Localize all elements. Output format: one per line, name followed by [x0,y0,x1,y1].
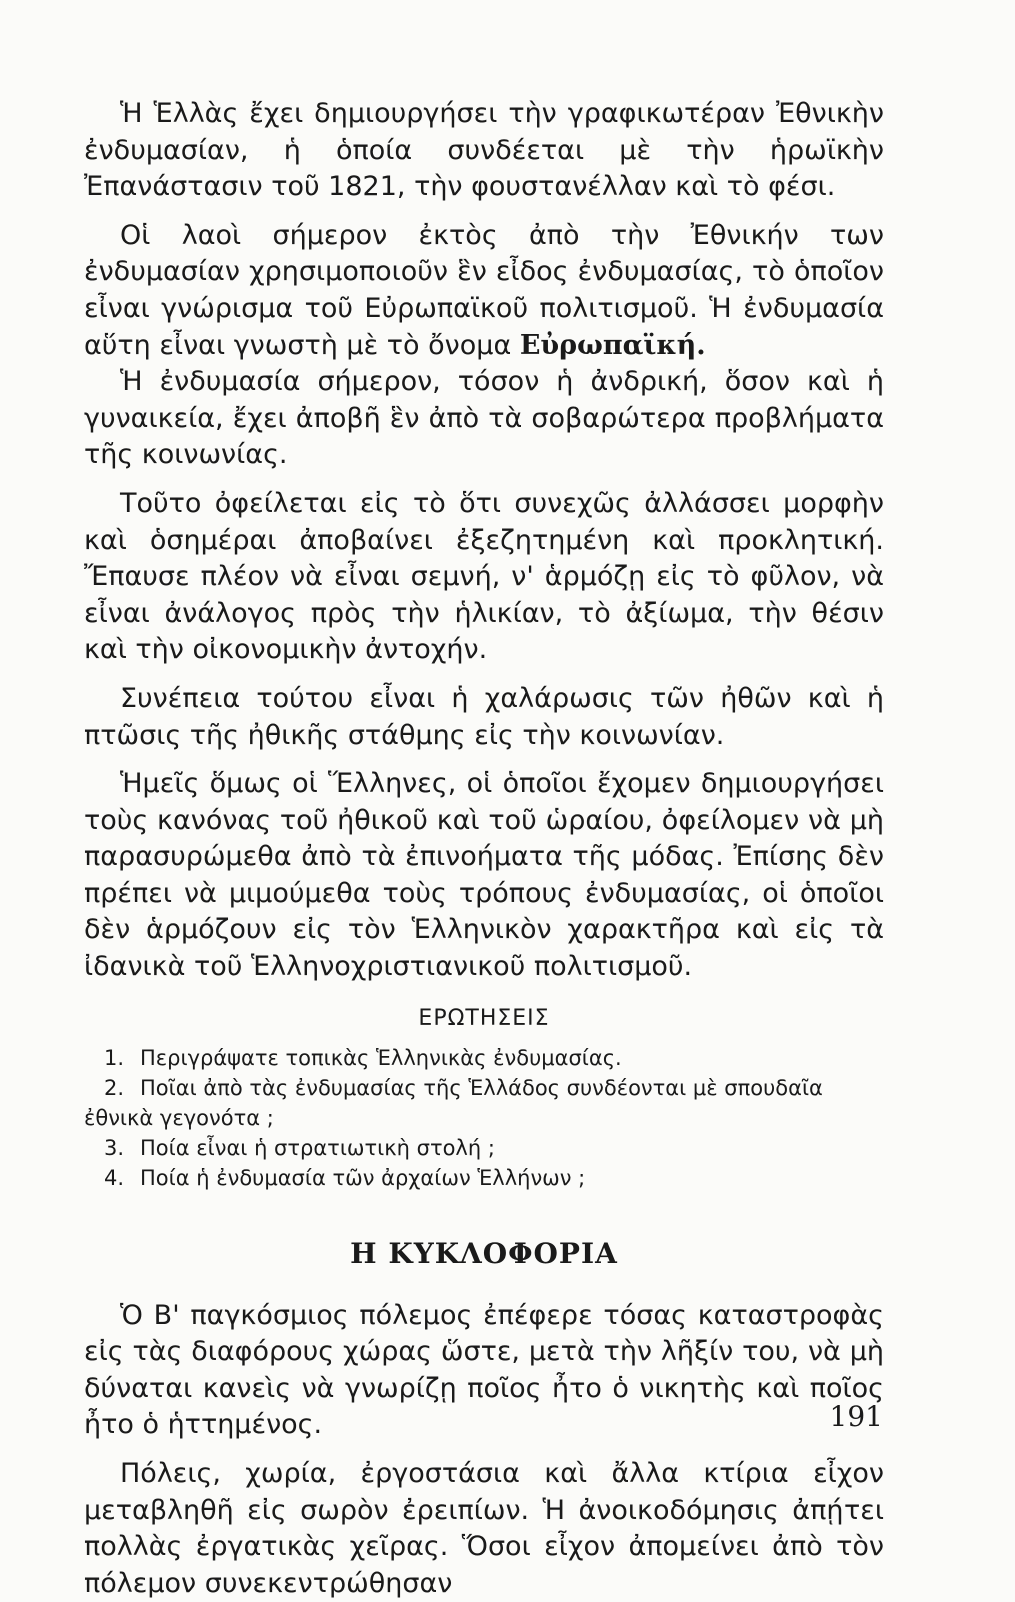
page-number: 191 [829,1400,883,1433]
paragraph-european-costume [84,218,884,364]
question-text: Ποῖαι ἀπὸ τὰς ἐνδυμασίας τῆς Ἑλλάδος συνδέονται μὲ σπουδαῖα ἐθνικὰ γεγονότα ; [84,1075,823,1130]
question-number: 1. [104,1045,125,1070]
section-title: Η ΚΥΚΛΟΦΟΡΙΑ [350,1236,618,1270]
question-number: 4. [104,1165,125,1190]
question-number: 3. [104,1135,125,1160]
question-number: 2. [104,1075,125,1100]
question-text: Ποία ἡ ἐνδυμασία τῶν ἀρχαίων Ἑλλήνων ; [140,1165,586,1190]
paragraph-changing-form: Τοῦτο ὀφείλεται εἰς τὸ ὅτι συνεχῶς ἀλλάσσει μορφὴν καὶ ὁσημέραι ἀποβαίνει ἐξεζητημένη καὶ προκλητική. Ἔπαυσε πλέον νὰ εἶναι σεμνή, ν' ἁρμόζῃ εἰς τὸ φῦλον, νὰ εἶναι ἀνάλογος πρὸς τὴν ἡλικίαν, τὸ ἀξίωμα, τὴν θέσιν καὶ τὴν οἰκονομικὴν ἀντοχήν. [84,487,884,666]
question-text: Περιγράψατε τοπικὰς Ἑλληνικὰς ἐνδυμασίας. [140,1045,622,1070]
question-text: Ποία εἶναι ἡ στρατιωτικὴ στολή ; [140,1135,495,1160]
paragraph-consequence: Συνέπεια τούτου εἶναι ἡ χαλάρωσις τῶν ἠθῶν καὶ ἡ πτῶσις τῆς ἠθικῆς στάθμης εἰς τὴν κοινωνίαν. [84,682,884,751]
questions-list [84,1043,884,1193]
paragraph-national-costume: Ἡ Ἑλλὰς ἔχει δημιουργήσει τὴν γραφικωτέραν Ἐθνικὴν ἐνδυμασίαν, ἡ ὁποία συνδέεται μὲ τὴν ἡρωϊκὴν Ἐπανάστασιν τοῦ 1821, τὴν φουστανέλλαν καὶ τὸ φέσι. [84,98,884,203]
page-body [84,96,884,1602]
question-item [84,1163,884,1193]
paragraph-costume-problem: Ἡ ἐνδυμασία σήμερον, τόσον ἡ ἀνδρική, ὅσον καὶ ἡ γυναικεία, ἔχει ἀποβῆ ἓν ἀπὸ τὰ σοβαρώτερα προβλήματα τῆς κοινωνίας. [84,366,884,471]
paragraph-greeks: Ἡμεῖς ὅμως οἱ Ἕλληνες, οἱ ὁποῖοι ἔχομεν δημιουργήσει τοὺς κανόνας τοῦ ἠθικοῦ καὶ τοῦ ὡραίου, ὀφείλομεν νὰ μὴ παρασυρώμεθα ἀπὸ τὰ ἐπινοήματα τῆς μόδας. Ἐπίσης δὲν πρέπει νὰ μιμούμεθα τοὺς τρόπους ἐνδυμασίας, οἱ ὁποῖοι δὲν ἁρμόζουν εἰς τὸν Ἑλληνικὸν χαρακτῆρα καὶ εἰς τὰ ἰδανικὰ τοῦ Ἑλληνοχριστιανικοῦ πολιτισμοῦ. [84,768,884,983]
paragraph-european-costume-text: Οἱ λαοὶ σήμερον ἐκτὸς ἀπὸ τὴν Ἐθνικήν των ἐνδυμασίαν χρησιμοποιοῦν ἓν εἶδος ἐνδυμασίας, τὸ ὁποῖον εἶναι γνώρισμα τοῦ Εὐρωπαϊκοῦ πολιτισμοῦ. Ἡ ἐνδυμασία αὕτη εἶναι γνωστὴ μὲ τὸ ὄνομα [84,219,884,361]
paragraph-war: Ὁ Β' παγκόσμιος πόλεμος ἐπέφερε τόσας καταστροφὰς εἰς τὰς διαφόρους χώρας ὥστε, μετὰ τὴν λῆξίν του, νὰ μὴ δύναται κανεὶς νὰ γνωρίζῃ ποῖος ἦτο ὁ νικητὴς καὶ ποῖος ἦτο ὁ ἡττημένος. [84,1299,884,1441]
question-item [84,1043,884,1073]
paragraph-ruins: Πόλεις, χωρία, ἐργοστάσια καὶ ἄλλα κτίρια εἶχον μεταβληθῆ εἰς σωρὸν ἐρειπίων. Ἡ ἀνοικοδόμησις ἀπῄτει πολλὰς ἐργατικὰς χεῖρας. Ὅσοι εἶχον ἀπομείνει ἀπὸ τὸν πόλεμον συνεκεντρώθησαν [84,1458,884,1599]
questions-title: ΕΡΩΤΗΣΕΙΣ [418,1005,550,1031]
bold-term-european: Εὐρωπαϊκή. [519,329,706,361]
question-item [84,1073,884,1133]
question-item [84,1133,884,1163]
